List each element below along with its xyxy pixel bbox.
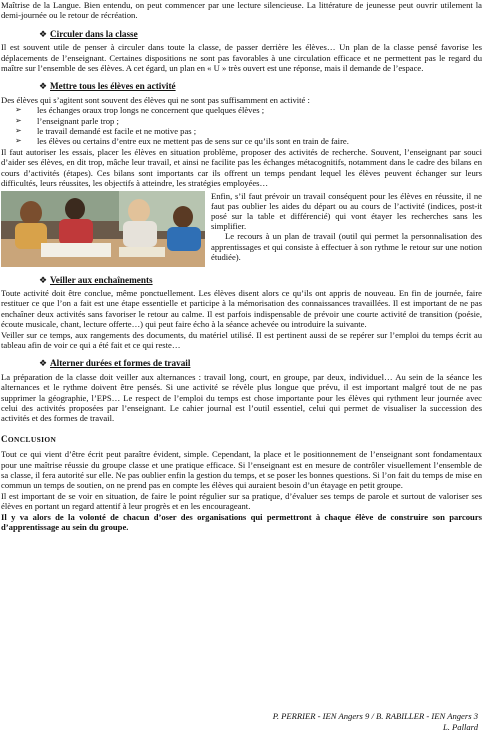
- section-heading-activite: [39, 81, 482, 91]
- arrow-bullet-icon: ➢: [15, 136, 22, 146]
- diamond-star-icon: ❖: [39, 28, 48, 39]
- arrow-bullet-icon: ➢: [15, 115, 22, 125]
- diamond-star-icon: ❖: [39, 358, 48, 369]
- paragraph: Des élèves qui s’agitent sont souvent des élèves qui ne sont pas suffisamment en activité :: [1, 94, 310, 105]
- paragraph: Toute activité doit être conclue, même ponctuellement. Les élèves disent alors ce qu’ils ont appris de nouveau. En fin de journée, faire restituer ce que l’on a fait est une étape essentielle et participe à la mémorisation des connaissances travaillées. Il est important de ne pas enchaîner deux activités sans favoriser le retour au calme. Il est parfois indispensable de prévoir une courte activité de transition (poésie, écoute musicale, chant, lecture offerte…) qui peut faire écho à la séance achevée ou introduire la suivante.: [1, 287, 482, 330]
- diamond-star-icon: ❖: [39, 274, 48, 285]
- paragraph: Veiller sur ce temps, aux rangements des documents, du matériel utilisé. Il est pertinent aussi de se repérer sur l’emploi du temps écrit au tableau afin de voir ce qui a été fait et ce qui reste…: [1, 329, 482, 350]
- arrow-bullet-icon: ➢: [15, 105, 22, 115]
- section-title: Circuler dans la classe: [50, 28, 138, 39]
- section-title: Alterner durées et formes de travail: [50, 358, 191, 369]
- bullet-list: [1, 105, 482, 147]
- list-item: ➢ les échanges oraux trop longs ne concernent que quelques élèves ;: [15, 105, 265, 116]
- paragraph: La préparation de la classe doit veiller aux alternances : travail long, court, en groupe, par deux, individuel… Au sein de la séance les alternances et le rythme doivent être pensés. Si une activité se révèle plus longue que prévu, il est important malgré tout de ne pas supprimer la géographie, l’EPS… Le respect de l’emploi du temps est chose importante pour les élèves qui rythment leur journée avec celui des activités proposées par l’enseignant. Le cahier journal est l’outil essentiel, celui qui permet de visualiser la succession des activités et des formes de travail.: [1, 371, 482, 424]
- document-page: [1, 0, 482, 532]
- list-item: ➢ l’enseignant parle trop ;: [15, 115, 119, 126]
- section-heading-alterner: [39, 358, 482, 368]
- section-title: Veiller aux enchaînements: [50, 274, 153, 285]
- intro-paragraph: Maîtrise de la Langue. Bien entendu, on peut commencer par une lecture silencieuse. La littérature de jeunesse peut ouvrir utilement la demi-journée ou le retour de récréation.: [1, 0, 482, 21]
- section-heading-circuler: [39, 29, 482, 39]
- paragraph: Enfin, s’il faut prévoir un travail conséquent pour les élèves en réussite, il ne faut pas oublier les aides du départ ou au cours de l’activité (indices, post-it posé sur la table et différencié) qui vont étayer les recherches sans les simplifier.: [211, 190, 482, 232]
- paragraph: Il faut autoriser les essais, placer les élèves en situation problème, proposer des activités de recherche. Souvent, l’enseignant par souci d’aider ses élèves, en dit trop, mâche leur travail, et ainsi ne facilite pas les échanges métacognitifs, notamment dans le cadre des bilans en cours d’activités (étapes). Ces bilans sont importants car ils offrent un temps pendant lequel les élèves peuvent échanger sur leurs difficultés, leurs réussites, les objectifs à atteindre, les stratégies employées…: [1, 146, 482, 189]
- section-title: Mettre tous les élèves en activité: [50, 81, 176, 92]
- diamond-star-icon: ❖: [39, 81, 48, 92]
- list-item: ➢ les élèves ou certains d’entre eux ne mettent pas de sens sur ce qu’ils sont en train de faire.: [15, 136, 349, 147]
- paragraph: Tout ce qui vient d’être écrit peut paraître évident, simple. Cependant, la place et le positionnement de l’enseignant sont fondamentaux pour une maîtrise réussie du groupe classe et une pratique efficace. Si l’enseignant est en mesure de contrôler visuellement l’ensemble de sa classe, il fera autorité sur elle. Ne pas oublier enfin la gestion du temps, et se poser les bonnes questions. Si l’on fait du temps de mise en commun un temps de soutien, on ne prend pas en compte les élèves qui auraient besoin d’un étayage en petit groupe.: [1, 449, 482, 491]
- list-item: ➢ le travail demandé est facile et ne motive pas ;: [15, 126, 197, 137]
- paragraph: Il est souvent utile de penser à circuler dans toute la classe, de passer derrière les élèves… Un plan de la classe pensé favorise les déplacements de l’enseignant. Certaines dispositions ne sont pas favorables à une circulation efficace et ne permettent pas le regard du maître sur l’ensemble de ses élèves. A cet égard, un plan en « U » très ouvert est une réponse, mais il demande de l’espace.: [1, 42, 482, 74]
- conclusion-heading: CONCLUSION: [1, 433, 57, 444]
- classroom-photo: [1, 191, 205, 267]
- author-signature: P. PERRIER - IEN Angers 9 / B. RABILLER - IEN Angers 3 L. Pallard: [272, 711, 478, 732]
- paragraph: Le recours à un plan de travail (outil qui permet la personnalisation des apprentissages et qui consiste à effectuer à son rythme le retour sur une notion étudiée).: [211, 231, 482, 262]
- arrow-bullet-icon: ➢: [15, 126, 22, 136]
- section-heading-enchainements: [39, 275, 482, 285]
- conclusion-final-paragraph: Il y va alors de la volonté de chacun d’oser des organisations qui permettront à chaque élève de construire son parcours d’apprentissage au sein du groupe.: [1, 511, 482, 533]
- paragraph: Il est important de se voir en situation, de faire le point régulier sur sa pratique, d’évaluer ses temps de parole et surtout de valoriser ses élèves en portant un regard attentif à leur progrès et en les encourageant.: [1, 490, 482, 512]
